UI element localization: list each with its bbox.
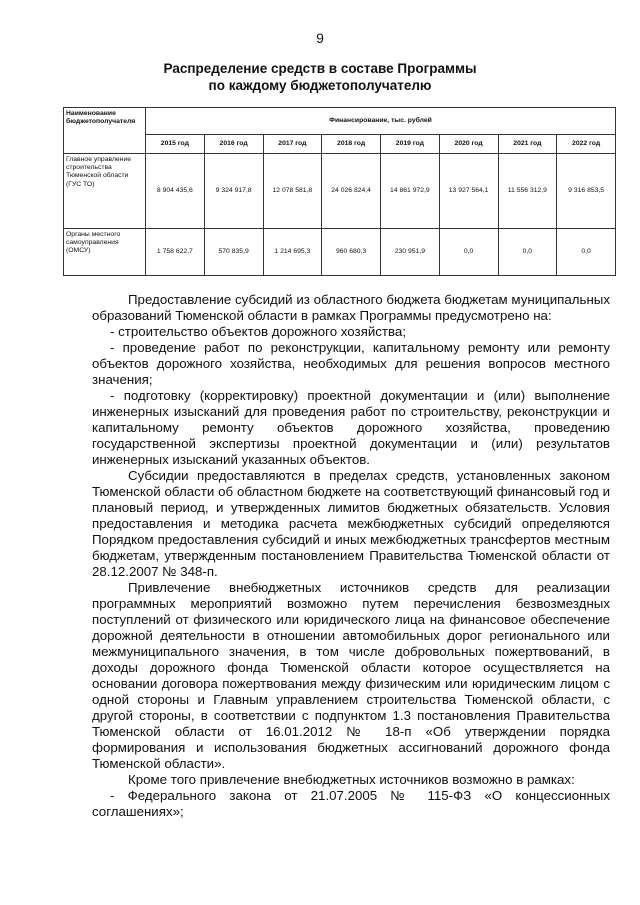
table-cell: 24 026 824,4 — [322, 154, 381, 229]
document-title — [60, 60, 580, 94]
table-cell: 960 680,3 — [322, 229, 381, 276]
list-item: - подготовку (корректировку) проектной документации и (или) выполнение инженерных изысканий для проведения работ по строительству, реконструкции и капитальному ремонту объектов дорожного хозяйства, проведению государственной экспертизы проектной документации и (или) результатов инженерных изысканий указанных объектов. — [92, 388, 610, 467]
body-text — [92, 292, 610, 820]
table-row — [64, 154, 616, 229]
paragraph-subsidies-purpose: Предоставление субсидий из областного бюджета бюджетам муниципальных образований Тюменской области в рамках Программы предусмотрено на: — [92, 292, 610, 323]
year-header: 2016 год — [204, 135, 263, 154]
year-header: 2021 год — [498, 135, 557, 154]
recipient-name: Органы местного самоуправления (ОМСУ) — [64, 229, 146, 276]
title-line-2: по каждому бюджетополучателю — [208, 78, 432, 93]
table-cell: 230 951,9 — [381, 229, 440, 276]
table-cell: 0,0 — [439, 229, 498, 276]
table-cell: 1 758 622,7 — [146, 229, 205, 276]
table-cell: 11 556 312,9 — [498, 154, 557, 229]
table-cell: 9 316 853,5 — [557, 154, 616, 229]
table-row — [64, 229, 616, 276]
year-header: 2022 год — [557, 135, 616, 154]
list-item: - проведение работ по реконструкции, капитальному ремонту или ремонту объектов дорожного хозяйства, необходимых для решения вопросов местного значения; — [92, 340, 610, 387]
table-cell: 1 214 695,3 — [263, 229, 322, 276]
table-header-recipient: Наименование бюджетополучателя — [64, 108, 146, 154]
financing-table — [63, 107, 616, 276]
table-cell: 14 861 972,9 — [381, 154, 440, 229]
recipient-name: Главное управление строительства Тюменской области (ГУС ТО) — [64, 154, 146, 229]
paragraph-subsidies-limits: Субсидии предоставляются в пределах средств, установленных законом Тюменской области об областном бюджете на соответствующий финансовый год и плановый период, и утвержденных лимитов бюджетных обязательств. Условия предоставления и методика расчета межбюджетных субсидий определяются Порядком предоставления субсидий и иных межбюджетных трансфертов местным бюджетам, утвержденным постановлением Правительства Тюменской области от 28.12.2007 № 348-п. — [92, 468, 610, 579]
paragraph-additional-sources: Кроме того привлечение внебюджетных источников возможно в рамках: — [128, 772, 575, 787]
list-item: - строительство объектов дорожного хозяйства; — [110, 324, 407, 339]
year-header: 2015 год — [146, 135, 205, 154]
list-item: - Федерального закона от 21.07.2005 № 115-ФЗ «О концессионных соглашениях»; — [92, 788, 610, 819]
table-cell: 0,0 — [498, 229, 557, 276]
table-cell: 8 904 435,6 — [146, 154, 205, 229]
table-cell: 12 078 581,8 — [263, 154, 322, 229]
page-number: 9 — [316, 30, 324, 46]
table-cell: 0,0 — [557, 229, 616, 276]
year-header: 2019 год — [381, 135, 440, 154]
year-header: 2018 год — [322, 135, 381, 154]
title-line-1: Распределение средств в составе Программы — [163, 61, 477, 76]
table-cell: 13 927 564,1 — [439, 154, 498, 229]
table-cell: 9 324 917,8 — [204, 154, 263, 229]
year-header: 2017 год — [263, 135, 322, 154]
table-cell: 570 835,9 — [204, 229, 263, 276]
table-header-financing: Финансирование, тыс. рублей — [146, 108, 616, 135]
year-header: 2020 год — [439, 135, 498, 154]
paragraph-extrabudgetary-sources: Привлечение внебюджетных источников средств для реализации программных мероприятий возможно путем перечисления безвозмездных поступлений от физического или юридического лица на финансовое обеспечение дорожной деятельности в отношении автомобильных дорог регионального или межмуниципального значения, в том числе добровольных пожертвований, в доходы дорожного фонда Тюменской области которое осуществляется на основании договора пожертвования между физическим или юридическим лицом с одной стороны и Главным управлением строительства Тюменской области, с другой стороны, в соответствии с подпунктом 1.3 постановления Правительства Тюменской области от 16.01.2012 № 18-п «Об утверждении порядка формирования и использования бюджетных ассигнований дорожного фонда Тюменской области». — [92, 580, 610, 771]
